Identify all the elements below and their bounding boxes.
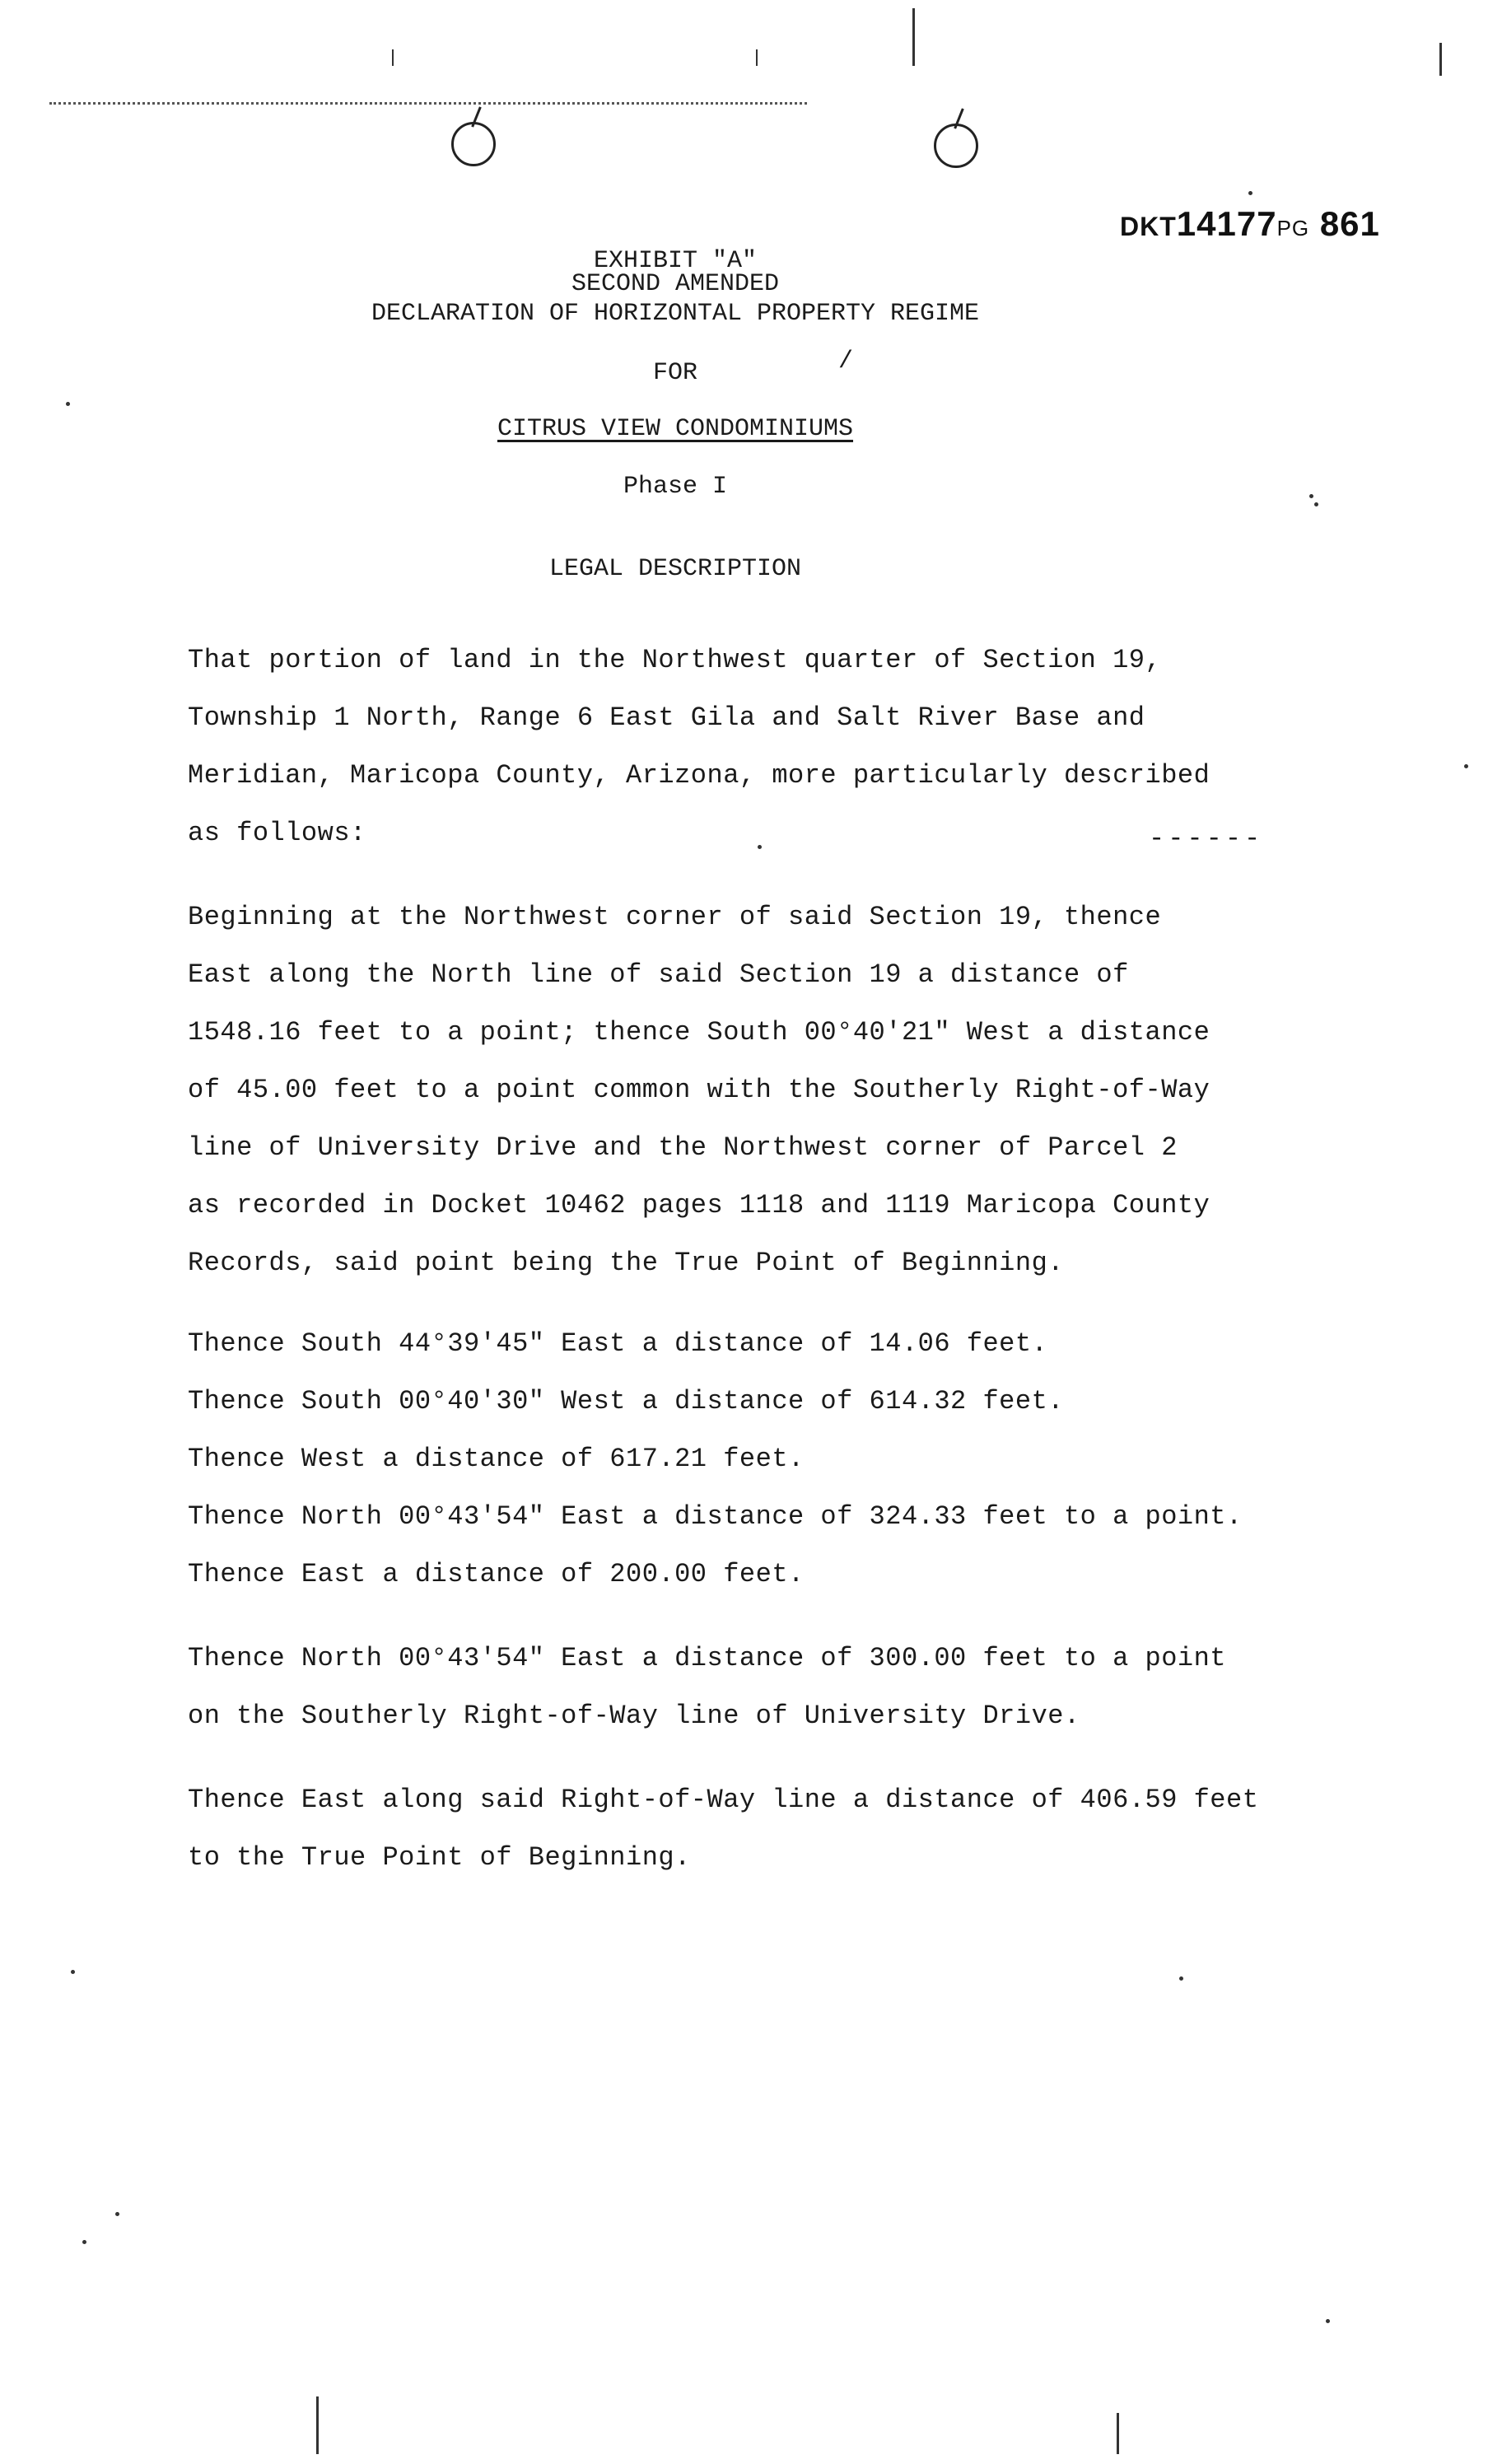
- speck: [1248, 191, 1252, 195]
- speck: [66, 402, 70, 406]
- paragraph-2-line: as recorded in Docket 10462 pages 1118 and 1119 Maricopa County: [188, 1190, 1210, 1220]
- scan-edge-mark-5: [316, 2396, 319, 2454]
- exhibit-title: EXHIBIT "A": [593, 247, 758, 275]
- paragraph-2-line: Beginning at the Northwest corner of said Section 19, thence: [188, 902, 1162, 932]
- paragraph-4-line: Thence East along said Right-of-Way line a distance of 406.59 feet: [188, 1785, 1259, 1815]
- paragraph-3-line: on the Southerly Right-of-Way line of University Drive.: [188, 1701, 1080, 1731]
- speck: [1326, 2319, 1330, 2323]
- for-label: FOR: [652, 359, 697, 387]
- paragraph-3-line: Thence North 00°43'54" East a distance of 300.00 feet to a point: [188, 1643, 1226, 1673]
- bearing-call: Thence North 00°43'54" East a distance of 324.33 feet to a point.: [188, 1501, 1243, 1532]
- stray-dash-mark: ------: [1149, 824, 1264, 854]
- project-name: CITRUS VIEW CONDOMINIUMS: [497, 415, 854, 443]
- paragraph-2-line: 1548.16 feet to a point; thence South 00°40'21" West a distance: [188, 1017, 1210, 1048]
- paragraph-4-line: to the True Point of Beginning.: [188, 1842, 691, 1873]
- paragraph-2-line: East along the North line of said Section 19 a distance of: [188, 959, 1129, 990]
- paragraph-1-line: That portion of land in the Northwest quarter of Section 19,: [188, 645, 1162, 675]
- scan-edge-mark-3: [392, 49, 394, 66]
- stray-mark: /: [838, 348, 854, 376]
- page-number: 861: [1319, 204, 1380, 243]
- scan-edge-mark-2: [756, 49, 758, 66]
- speck: [115, 2212, 119, 2216]
- speck: [71, 1970, 75, 1974]
- amended-title: SECOND AMENDED: [571, 270, 780, 298]
- scan-edge-mark-1: [912, 8, 915, 66]
- scan-edge-mark-6: [1117, 2413, 1119, 2454]
- paragraph-2-line: of 45.00 feet to a point common with the Southerly Right-of-Way: [188, 1075, 1210, 1105]
- phase-label: Phase I: [623, 473, 728, 501]
- speck: [758, 845, 762, 849]
- speck: [1464, 764, 1468, 768]
- speck: [1314, 502, 1318, 506]
- paragraph-2-line: Records, said point being the True Point of Beginning.: [188, 1248, 1064, 1278]
- section-title: LEGAL DESCRIPTION: [548, 555, 802, 583]
- docket-number: 14177: [1176, 204, 1277, 243]
- paragraph-1-line: as follows:: [188, 818, 366, 848]
- bearing-call: Thence East a distance of 200.00 feet.: [188, 1559, 805, 1589]
- speck: [82, 2240, 86, 2244]
- paragraph-1-line: Township 1 North, Range 6 East Gila and Salt River Base and: [188, 702, 1145, 733]
- speck: [1179, 1976, 1183, 1981]
- docket-prefix: DKT: [1120, 212, 1177, 241]
- punch-hole-mark-right-icon: [934, 124, 978, 168]
- paragraph-2-line: line of University Drive and the Northwest corner of Parcel 2: [188, 1132, 1178, 1163]
- scan-edge-mark-4: [1439, 43, 1442, 76]
- bearing-call: Thence West a distance of 617.21 feet.: [188, 1444, 805, 1474]
- page-prefix: PG: [1276, 216, 1310, 240]
- scan-dotted-line: [49, 102, 807, 105]
- paragraph-1-line: Meridian, Maricopa County, Arizona, more particularly described: [188, 760, 1210, 791]
- bearing-call: Thence South 44°39'45" East a distance of 14.06 feet.: [188, 1328, 1048, 1359]
- declaration-title: DECLARATION OF HORIZONTAL PROPERTY REGIME: [371, 300, 980, 328]
- recording-stamp: [1120, 204, 1380, 244]
- punch-hole-mark-left-icon: [451, 122, 496, 166]
- bearing-call: Thence South 00°40'30" West a distance of 614.32 feet.: [188, 1386, 1064, 1416]
